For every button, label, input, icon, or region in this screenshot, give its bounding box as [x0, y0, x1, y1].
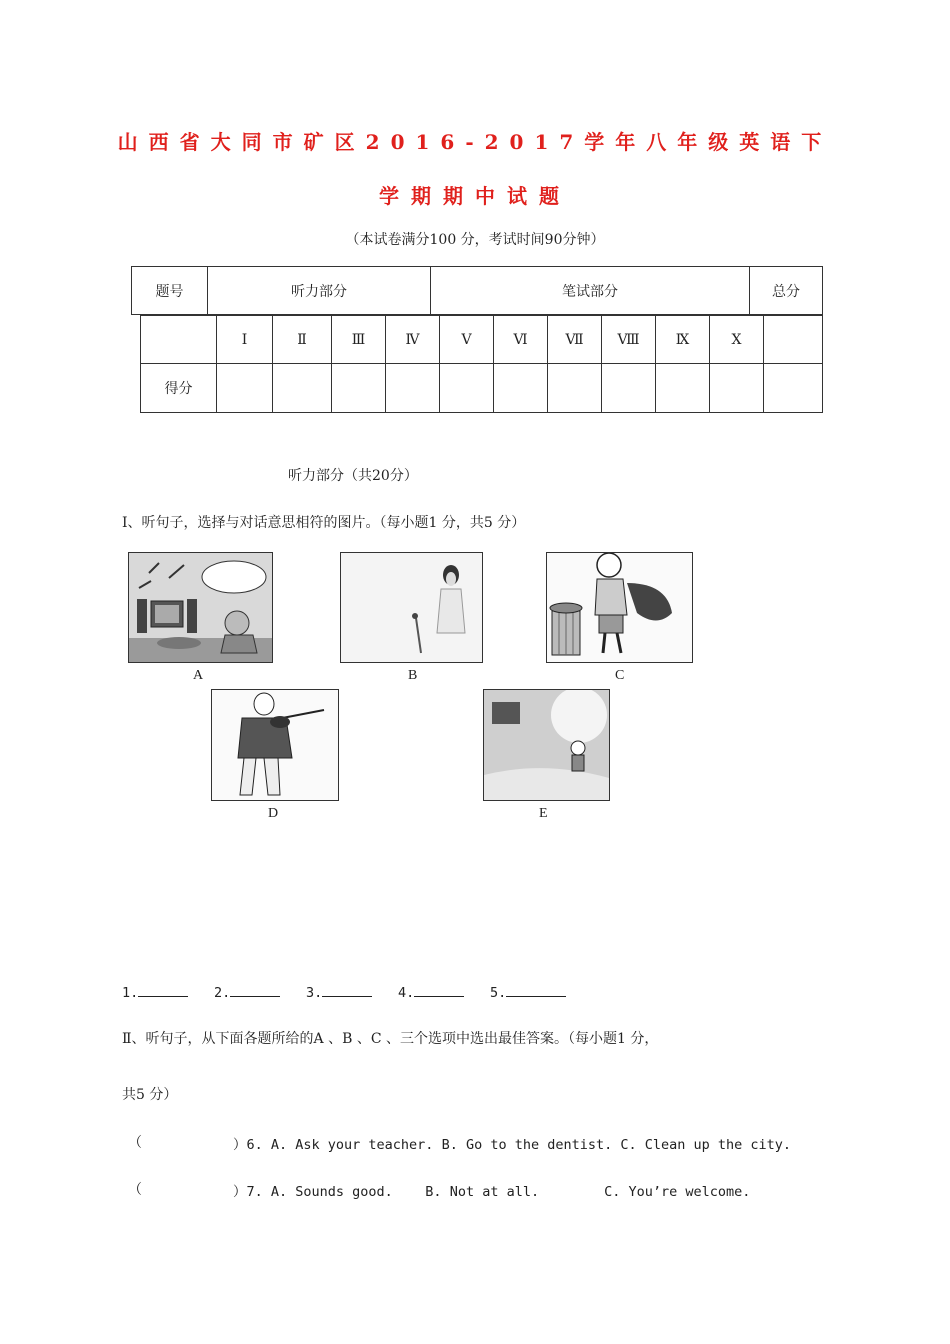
score-cell[interactable] — [494, 364, 548, 413]
score-cell[interactable] — [710, 364, 764, 413]
section-header: Ⅹ — [710, 316, 764, 364]
section-header: Ⅷ — [602, 316, 656, 364]
header-listening: 听力部分 — [208, 267, 431, 315]
score-cell[interactable] — [440, 364, 494, 413]
man-playing-violin-icon — [211, 689, 339, 801]
answer-blank-5[interactable] — [506, 982, 566, 997]
picture-label-d: D — [268, 806, 279, 821]
score-cell[interactable] — [332, 364, 386, 413]
question-6: ）6. A. Ask your teacher. B. Go to the dentist. C. Clean up the city. — [233, 1137, 792, 1153]
exam-title-line-1: 山西省大同市矿区2016-2017学年八年级英语下 — [117, 130, 833, 154]
exam-title-line-2: 学期期中试题 — [379, 184, 571, 208]
answer-number: 1. — [122, 985, 139, 1001]
section-header: Ⅰ — [217, 316, 273, 364]
child-under-lamp-icon — [483, 689, 610, 801]
section-header: Ⅴ — [440, 316, 494, 364]
section-header: Ⅵ — [494, 316, 548, 364]
answer-blank-2[interactable] — [230, 982, 280, 997]
header-written: 笔试部分 — [431, 267, 750, 315]
section-header: Ⅳ — [386, 316, 440, 364]
exam-note: （本试卷满分100 分，考试时间90分钟） — [345, 232, 605, 248]
boy-with-trash-can-icon — [546, 552, 693, 663]
total-header-blank — [764, 316, 823, 364]
section-header: Ⅶ — [548, 316, 602, 364]
picture-label-b: B — [408, 668, 418, 683]
score-cell[interactable] — [602, 364, 656, 413]
tv-room-cartoon-icon — [128, 552, 273, 663]
answer-blank-1[interactable] — [138, 982, 188, 997]
section-header-blank — [141, 316, 217, 364]
score-table — [140, 315, 823, 413]
question-6-open-paren[interactable]: （ — [128, 1135, 142, 1151]
answer-2 — [214, 982, 280, 1001]
picture-label-e: E — [539, 806, 548, 821]
score-cell[interactable] — [273, 364, 332, 413]
score-cell[interactable] — [656, 364, 710, 413]
answer-blank-3[interactable] — [322, 982, 372, 997]
answer-number: 5. — [490, 985, 507, 1001]
score-cell[interactable] — [386, 364, 440, 413]
answer-1 — [122, 982, 188, 1001]
section-header: Ⅱ — [273, 316, 332, 364]
part2-instruction-line-1: Ⅱ、听句子，从下面各题所给的A 、B 、C 、三个选项中选出最佳答案。（每小题1 分， — [122, 1031, 659, 1047]
answer-4 — [398, 982, 464, 1001]
answer-number: 2. — [214, 985, 231, 1001]
header-question-no: 题号 — [132, 267, 208, 315]
section-header: Ⅲ — [332, 316, 386, 364]
score-row-label: 得分 — [141, 364, 217, 413]
score-cell[interactable] — [217, 364, 273, 413]
part2-instruction-line-2: 共5 分） — [122, 1087, 178, 1103]
part1-instruction: Ⅰ、听句子，选择与对话意思相符的图片。（每小题1 分，共5 分） — [122, 515, 526, 531]
answer-blank-4[interactable] — [414, 982, 464, 997]
question-7: ）7. A. Sounds good. B. Not at all. C. You’re welcome. — [233, 1184, 751, 1200]
picture-label-a: A — [193, 668, 204, 683]
answer-3 — [306, 982, 372, 1001]
answer-5 — [490, 982, 566, 1001]
girl-speaking-at-microphone-icon — [340, 552, 483, 663]
picture-label-c: C — [615, 668, 625, 683]
header-total: 总分 — [750, 267, 823, 315]
listening-heading: 听力部分（共20分） — [288, 468, 418, 484]
score-cell-total[interactable] — [764, 364, 823, 413]
score-cell[interactable] — [548, 364, 602, 413]
answer-number: 4. — [398, 985, 415, 1001]
section-header: Ⅸ — [656, 316, 710, 364]
score-table-header — [131, 266, 823, 315]
question-7-open-paren[interactable]: （ — [128, 1182, 142, 1198]
answer-number: 3. — [306, 985, 323, 1001]
